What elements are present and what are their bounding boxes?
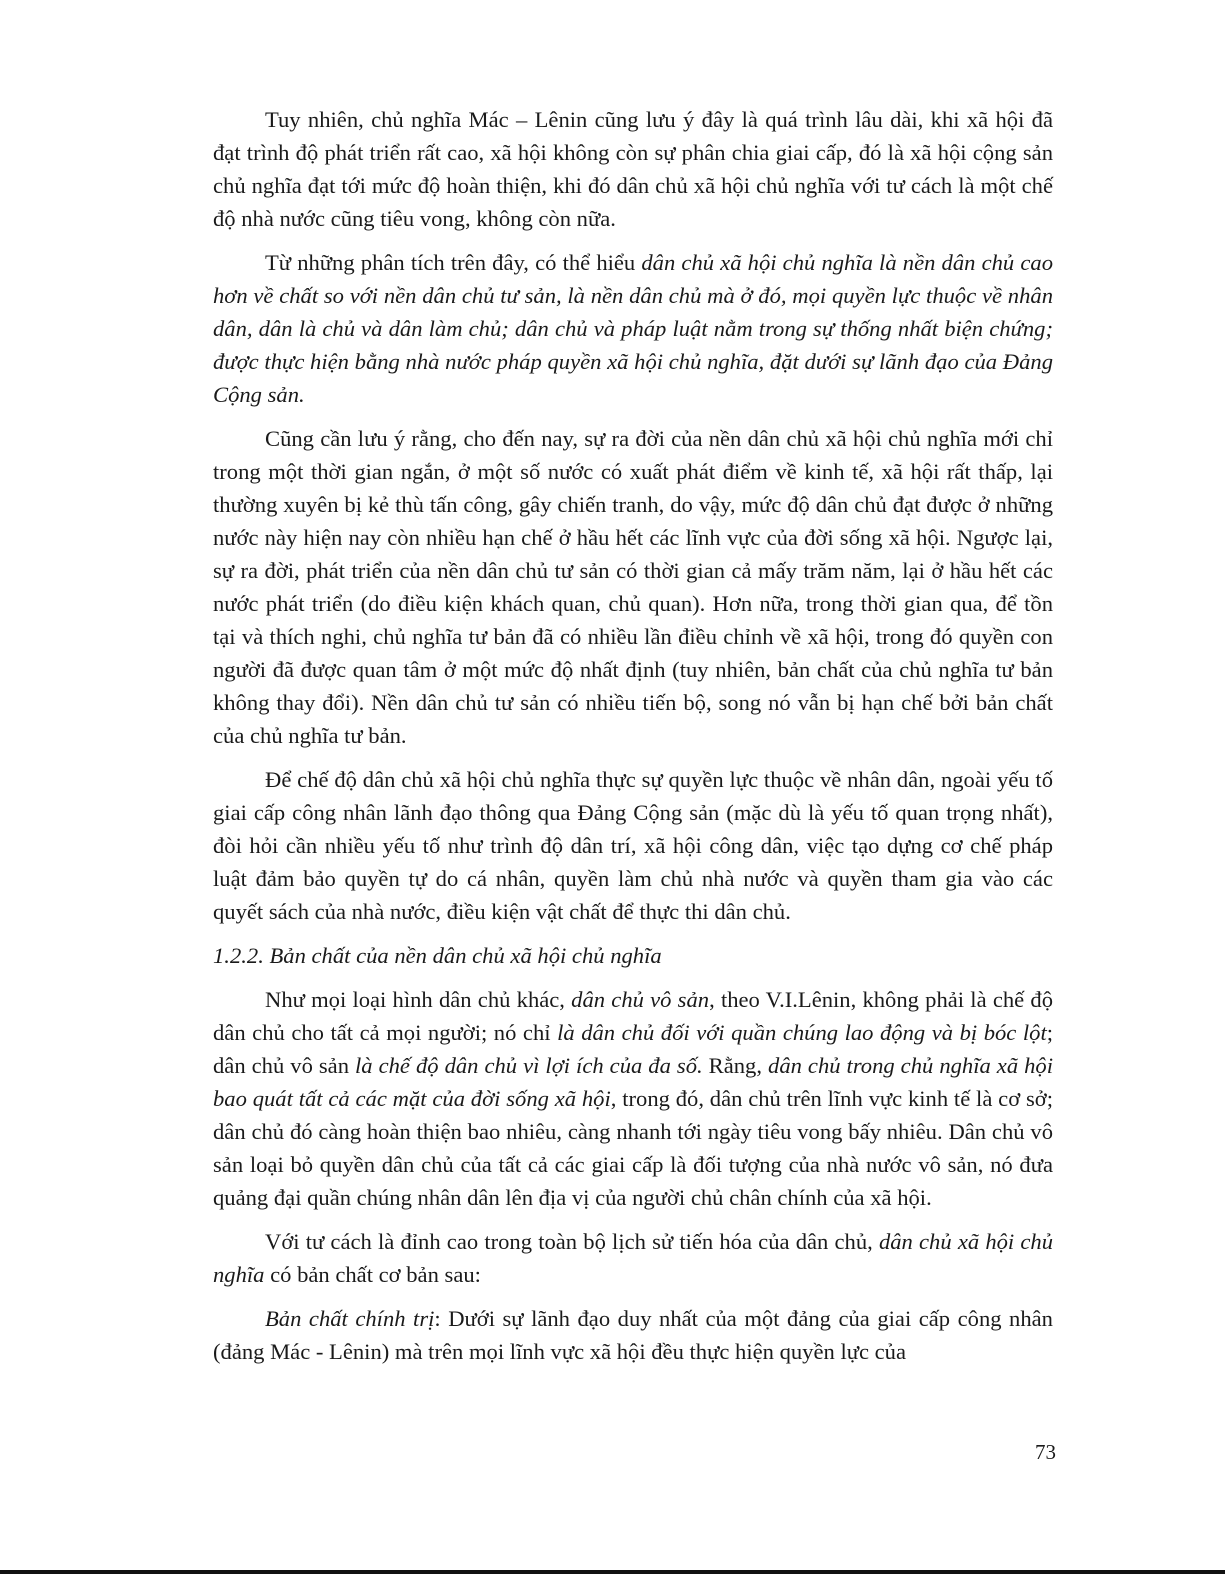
- paragraph-5-text-b: , theo V.I.Lênin, không phải là chế độ dân chủ cho tất cả mọi người; nó chỉ: [213, 987, 1053, 1045]
- paragraph-4: [213, 763, 1053, 928]
- paragraph-1: [213, 103, 1053, 235]
- paragraph-5-italic-b: là dân chủ đối với quần chúng lao động và bị bóc lột: [557, 1020, 1047, 1045]
- paragraph-5: [213, 983, 1053, 1214]
- paragraph-5-text-d: Rằng,: [702, 1053, 769, 1078]
- page-number: 73: [1035, 1440, 1056, 1464]
- paragraph-2: [213, 246, 1053, 411]
- paragraph-6: [213, 1225, 1053, 1291]
- paragraph-6-text-a: Với tư cách là đỉnh cao trong toàn bộ lịch sử tiến hóa của dân chủ,: [265, 1229, 879, 1254]
- paragraph-5-italic-d: dân chủ trong chủ nghĩa xã hội bao quát tất cả các mặt của đời sống xã hội: [213, 1053, 1054, 1111]
- paragraph-1-text: Tuy nhiên, chủ nghĩa Mác – Lênin cũng lưu ý đây là quá trình lâu dài, khi xã hội đã đạt trình độ phát triển rất cao, xã hội không còn sự phân chia giai cấp, đó là xã hội cộng sản chủ nghĩa đạt tới mức độ hoàn thiện, khi đó dân chủ xã hội chủ nghĩa với tư cách là một chế độ nhà nước cũng tiêu vong, không còn nữa.: [213, 107, 1053, 231]
- page-body-text: [213, 103, 1053, 1379]
- paragraph-6-text-b: có bản chất cơ bản sau:: [264, 1262, 481, 1287]
- paragraph-4-text: Để chế độ dân chủ xã hội chủ nghĩa thực sự quyền lực thuộc về nhân dân, ngoài yếu tố giai cấp công nhân lãnh đạo thông qua Đảng Cộng sản (mặc dù là yếu tố quan trọng nhất), đòi hỏi cần nhiều yếu tố như trình độ dân trí, xã hội công dân, việc tạo dựng cơ chế pháp luật đảm bảo quyền tự do cá nhân, quyền làm chủ nhà nước và quyền tham gia vào các quyết sách của nhà nước, điều kiện vật chất để thực thi dân chủ.: [213, 767, 1053, 924]
- paragraph-7-text: : Dưới sự lãnh đạo duy nhất của một đảng của giai cấp công nhân (đảng Mác - Lênin) mà trên mọi lĩnh vực xã hội đều thực hiện quyền lực của: [213, 1306, 1053, 1364]
- bottom-border-line: [0, 1570, 1225, 1574]
- paragraph-6-italic: dân chủ xã hội chủ nghĩa: [213, 1229, 1053, 1287]
- paragraph-7-italic: Bản chất chính trị: [265, 1306, 435, 1331]
- paragraph-5-italic-c: là chế độ dân chủ vì lợi ích của đa số.: [355, 1053, 703, 1078]
- paragraph-5-text-e: , trong đó, dân chủ trên lĩnh vực kinh tế là cơ sở; dân chủ đó càng hoàn thiện bao nhiêu, càng nhanh tới ngày tiêu vong bấy nhiêu. Dân chủ vô sản loại bỏ quyền dân chủ của tất cả các giai cấp là đối tượng của nhà nước vô sản, nó đưa quảng đại quần chúng nhân dân lên địa vị của người chủ chân chính của xã hội.: [213, 1086, 1053, 1210]
- paragraph-3: [213, 422, 1053, 752]
- paragraph-7: [213, 1302, 1053, 1368]
- paragraph-3-text: Cũng cần lưu ý rằng, cho đến nay, sự ra đời của nền dân chủ xã hội chủ nghĩa mới chỉ trong một thời gian ngắn, ở một số nước có xuất phát điểm về kinh tế, xã hội rất thấp, lại thường xuyên bị kẻ thù tấn công, gây chiến tranh, do vậy, mức độ dân chủ đạt được ở những nước này hiện nay còn nhiều hạn chế ở hầu hết các lĩnh vực của đời sống xã hội. Ngược lại, sự ra đời, phát triển của nền dân chủ tư sản có thời gian cả mấy trăm năm, lại ở hầu hết các nước phát triển (do điều kiện khách quan, chủ quan). Hơn nữa, trong thời gian qua, để tồn tại và thích nghi, chủ nghĩa tư bản đã có nhiều lần điều chỉnh về xã hội, trong đó quyền con người đã được quan tâm ở một mức độ nhất định (tuy nhiên, bản chất của chủ nghĩa tư bản không thay đổi). Nền dân chủ tư sản có nhiều tiến bộ, song nó vẫn bị hạn chế bởi bản chất của chủ nghĩa tư bản.: [213, 426, 1053, 748]
- paragraph-5-italic-a: dân chủ vô sản: [571, 987, 710, 1012]
- paragraph-2-definition: dân chủ xã hội chủ nghĩa là nền dân chủ cao hơn về chất so với nền dân chủ tư sản, là nền dân chủ mà ở đó, mọi quyền lực thuộc về nhân dân, dân là chủ và dân làm chủ; dân chủ và pháp luật nằm trong sự thống nhất biện chứng; được thực hiện bằng nhà nước pháp quyền xã hội chủ nghĩa, đặt dưới sự lãnh đạo của Đảng Cộng sản.: [213, 250, 1053, 407]
- paragraph-5-text-c: ; dân chủ vô sản: [213, 1020, 1054, 1078]
- section-heading: 1.2.2. Bản chất của nền dân chủ xã hội chủ nghĩa: [213, 943, 662, 968]
- paragraph-2-text: Từ những phân tích trên đây, có thể hiểu: [265, 250, 642, 275]
- paragraph-5-text-a: Như mọi loại hình dân chủ khác,: [265, 987, 572, 1012]
